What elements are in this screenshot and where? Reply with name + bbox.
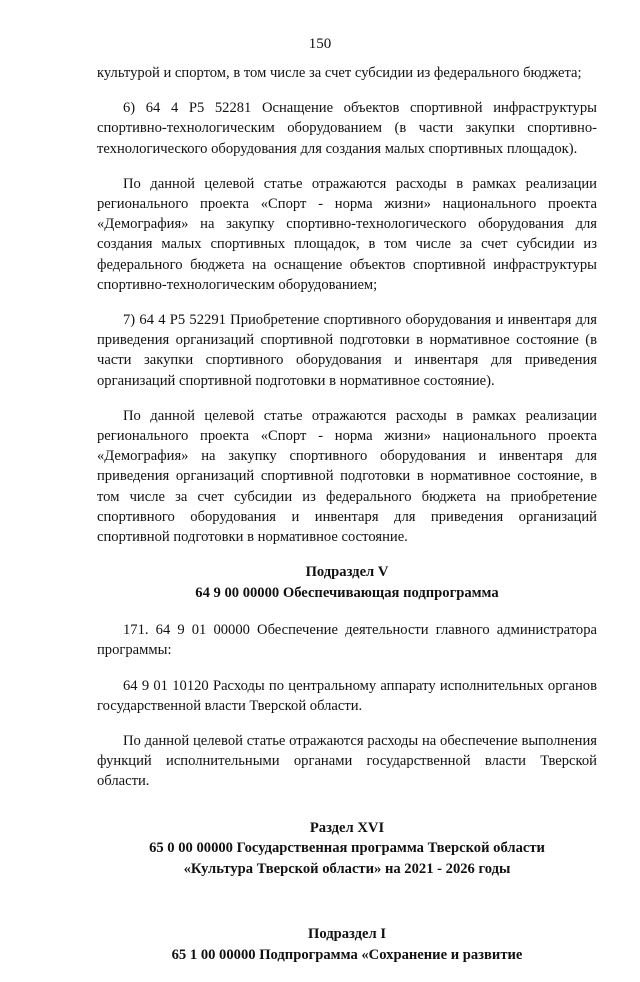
paragraph-description-7: По данной целевой статье отражаются расходы в рамках реализации регионального проекта «Спорт - норма жизни» национального проекта «Демография» на закупку спортивного оборудования и инвентаря для приведения организаций спортивной подготовки в нормативное состояние, в том числе за счет субсидии из федерального бюджета на приобретение спортивного оборудования и инвентаря для приведения организаций спортивной подготовки в нормативное состояние. — [97, 407, 597, 546]
subsection-i-title: Подраздел I — [308, 926, 386, 943]
document-body — [97, 63, 597, 982]
paragraph-continuation: культурой и спортом, в том числе за счет субсидии из федерального бюджета; — [97, 65, 582, 81]
subsection-v-title: Подраздел V — [305, 564, 389, 581]
section-xvi-title: Раздел XVI — [309, 819, 385, 836]
subsection-i-heading — [97, 924, 597, 965]
subsection-v-heading — [97, 562, 597, 603]
paragraph-item-6: 6) 64 4 Р5 52281 Оснащение объектов спортивной инфраструктуры спортивно-технологическим оборудованием (в части закупки спортивно-технологического оборудования для создания малых спортивных площадок). — [97, 100, 597, 157]
section-xvi-line-1: 65 0 00 00000 Государственная программа Тверской области — [149, 840, 545, 857]
paragraph-expense-description: По данной целевой статье отражаются расходы на обеспечение выполнения функций исполнительными органами государственной власти Тверской области. — [97, 733, 597, 790]
section-xvi-line-2: «Культура Тверской области» на 2021 - 2026 годы — [183, 860, 511, 877]
paragraph-item-171: 171. 64 9 01 00000 Обеспечение деятельности главного администратора программы: — [97, 622, 597, 659]
page-number: 150 — [308, 36, 332, 52]
paragraph-expense-code: 64 9 01 10120 Расходы по центральному аппарату исполнительных органов государственной власти Тверской области. — [97, 677, 597, 714]
paragraph-item-7: 7) 64 4 Р5 52291 Приобретение спортивного оборудования и инвентаря для приведения организаций спортивной подготовки в нормативное состояние (в части закупки спортивного оборудования и инвентаря для приведения организаций спортивной подготовки в нормативное состояние). — [97, 312, 597, 389]
subsection-v-subtitle: 64 9 00 00000 Обеспечивающая подпрограмма — [195, 584, 499, 601]
section-xvi-heading — [97, 818, 597, 880]
subsection-i-subtitle: 65 1 00 00000 Подпрограмма «Сохранение и развитие — [171, 946, 523, 963]
paragraph-description-6: По данной целевой статье отражаются расходы в рамках реализации регионального проекта «Спорт - норма жизни» национального проекта «Демография» на закупку спортивно-технологического оборудования для создания малых спортивных площадок, в том числе за счет субсидии из федерального бюджета на оснащение объектов спортивной инфраструктуры спортивно-технологическим оборудованием; — [97, 175, 597, 293]
